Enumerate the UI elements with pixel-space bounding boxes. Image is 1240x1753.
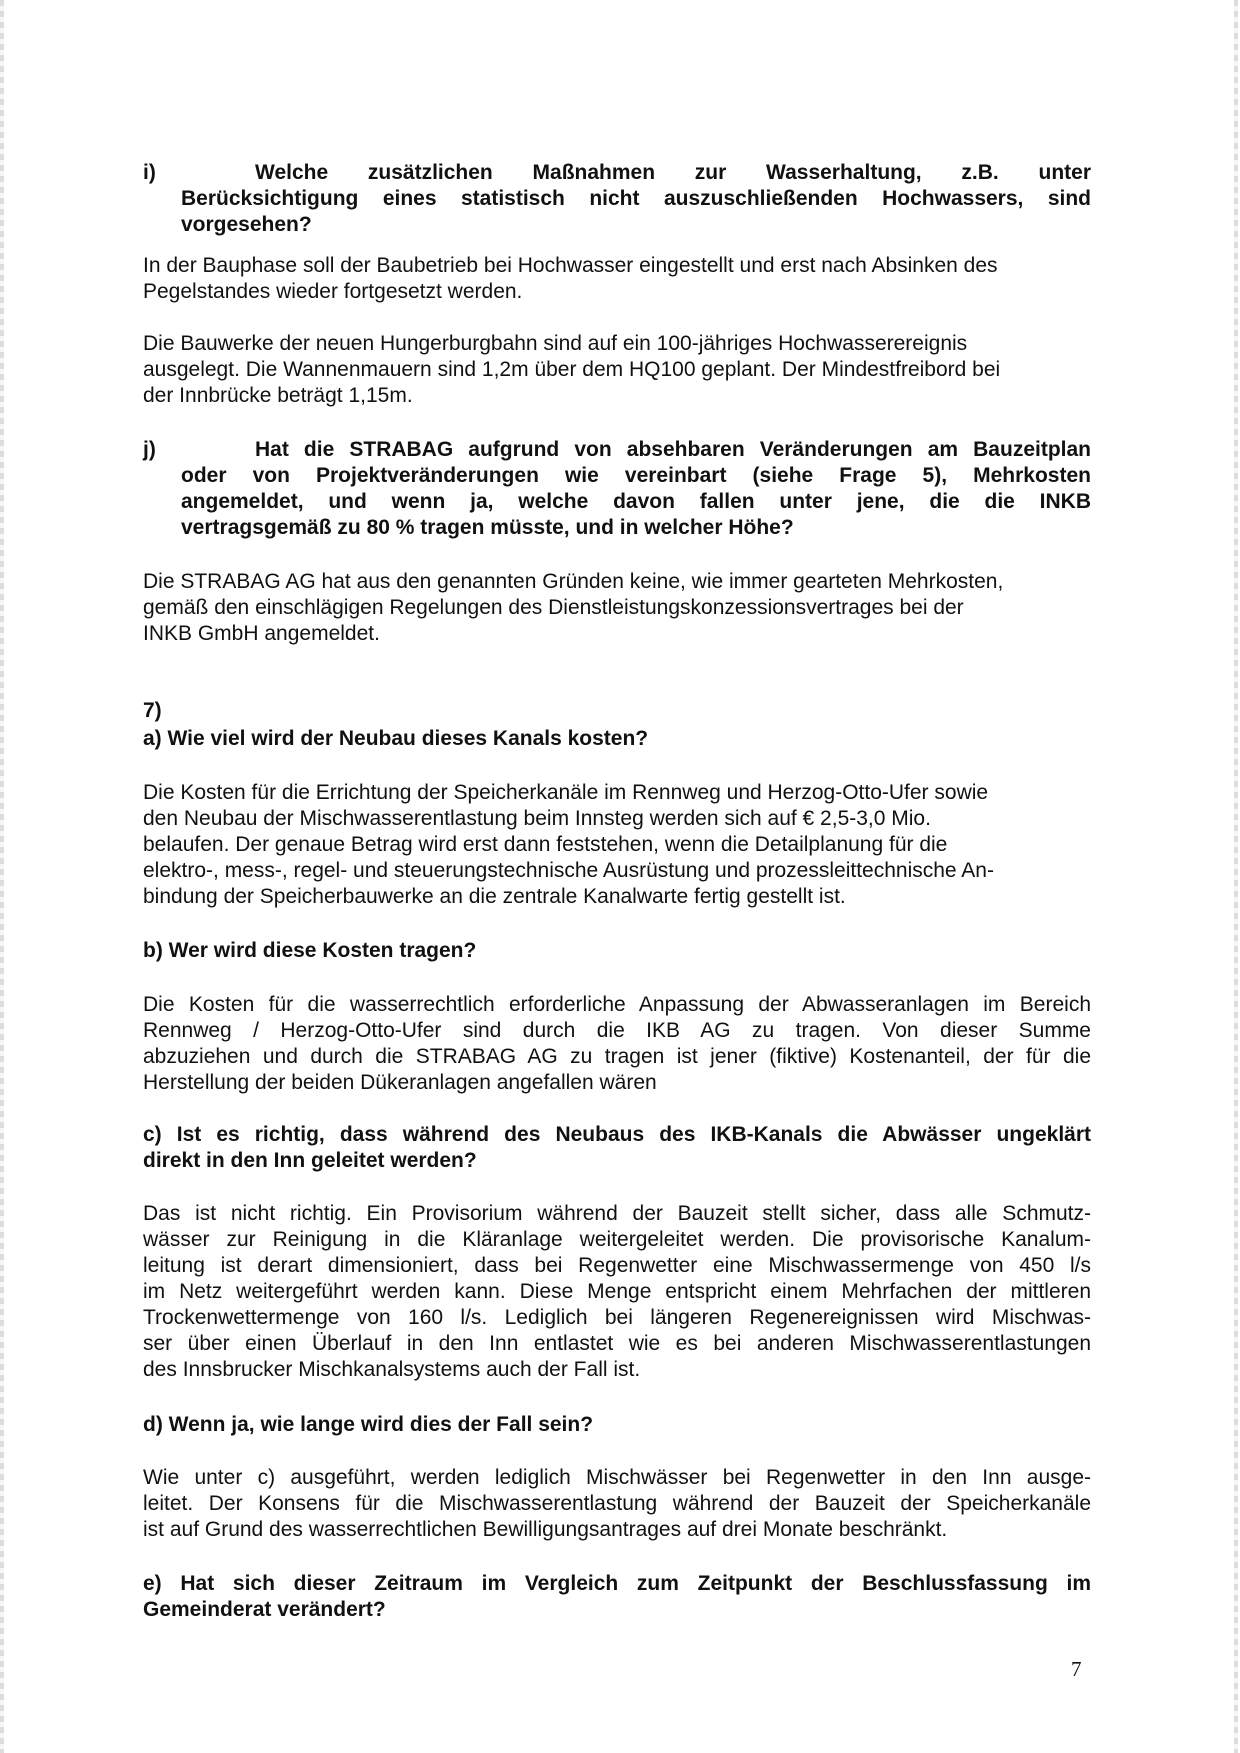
text-line: Das ist nicht richtig. Ein Provisorium während der Bauzeit stellt sicher, dass alle Schmutz- (143, 1202, 1091, 1225)
question-label: j) (143, 438, 156, 461)
text-line: 7) (143, 699, 162, 722)
text-line: b) Wer wird diese Kosten tragen? (143, 939, 477, 962)
text-line: a) Wie viel wird der Neubau dieses Kanals kosten? (143, 727, 649, 750)
text-line: Die STRABAG AG hat aus den genannten Gründen keine, wie immer gearteten Mehrkosten, (143, 570, 1004, 593)
text-line: abzuziehen und durch die STRABAG AG zu tragen ist jener (fiktive) Kostenanteil, der für die (143, 1045, 1091, 1068)
paragraph (143, 992, 1091, 1096)
text-line: vertragsgemäß zu 80 % tragen müsste, und in welcher Höhe? (181, 516, 794, 539)
text-line: Die Kosten für die wasserrechtlich erforderliche Anpassung der Abwasseranlagen im Bereich (143, 993, 1091, 1016)
paragraph (143, 331, 1091, 409)
paragraph (143, 253, 1091, 305)
question-heading (143, 938, 1091, 964)
text-line: angemeldet, und wenn ja, welche davon fallen unter jene, die die INKB (181, 490, 1091, 513)
question-heading (143, 1122, 1091, 1174)
text-line: Wie unter c) ausgeführt, werden lediglich Mischwässer bei Regenwetter in den Inn ausge- (143, 1466, 1091, 1489)
text-line: e) Hat sich dieser Zeitraum im Vergleich zum Zeitpunkt der Beschlussfassung im (143, 1572, 1091, 1595)
paragraph (143, 569, 1091, 647)
scan-edge-right (1234, 0, 1238, 1753)
text-line: Herstellung der beiden Dükeranlagen angefallen wären (143, 1071, 657, 1094)
text-line: c) Ist es richtig, dass während des Neubaus des IKB-Kanals die Abwässer ungeklärt (143, 1123, 1091, 1146)
text-line: In der Bauphase soll der Baubetrieb bei Hochwasser eingestellt und erst nach Absinken des (143, 254, 998, 277)
text-line: Gemeinderat verändert? (143, 1598, 386, 1621)
question-heading (143, 160, 1091, 238)
text-line: leitung ist derart dimensioniert, dass bei Regenwetter eine Mischwassermenge von 450 l/s (143, 1254, 1091, 1277)
text-line: wässer zur Reinigung in die Kläranlage weitergeleitet werden. Die provisorische Kanalum- (143, 1228, 1091, 1251)
text-line: ist auf Grund des wasserrechtlichen Bewilligungsantrages auf drei Monate beschränkt. (143, 1518, 948, 1541)
question-text: Welche zusätzlichen Maßnahmen zur Wasserhaltung, z.B. unter (255, 161, 1091, 184)
question-label: i) (143, 161, 156, 184)
text-line: ser über einen Überlauf in den Inn entlastet wie es bei anderen Mischwasserentlastungen (143, 1332, 1091, 1355)
paragraph (143, 780, 1091, 910)
text-line: Rennweg / Herzog-Otto-Ufer sind durch die IKB AG zu tragen. Von dieser Summe (143, 1019, 1091, 1042)
text-line: den Neubau der Mischwasserentlastung beim Innsteg werden sich auf € 2,5-3,0 Mio. (143, 807, 931, 830)
text-line: Berücksichtigung eines statistisch nicht auszuschließenden Hochwassers, sind (181, 187, 1091, 210)
question-heading (143, 1412, 1091, 1438)
question-text: Hat die STRABAG aufgrund von absehbaren Veränderungen am Bauzeitplan (255, 438, 1091, 461)
paragraph (143, 1465, 1091, 1543)
text-line: elektro-, mess-, regel- und steuerungstechnische Ausrüstung und prozessleittechnische An- (143, 859, 994, 882)
question-heading (143, 726, 1091, 752)
text-line: INKB GmbH angemeldet. (143, 622, 380, 645)
text-line: oder von Projektveränderungen wie vereinbart (siehe Frage 5), Mehrkosten (181, 464, 1091, 487)
text-line: Trockenwettermenge von 160 l/s. Lediglich bei längeren Regenereignissen wird Mischwas- (143, 1306, 1091, 1329)
question-heading (143, 437, 1091, 541)
text-line (143, 437, 1091, 463)
page-number: 7 (1071, 1657, 1082, 1681)
question-heading (143, 1571, 1091, 1623)
question-heading (143, 698, 1091, 724)
text-line: leitet. Der Konsens für die Mischwasserentlastung während der Bauzeit der Speicherkanäle (143, 1492, 1091, 1515)
scan-edge-left (0, 0, 4, 1753)
text-line: Die Kosten für die Errichtung der Speicherkanäle im Rennweg und Herzog-Otto-Ufer sowie (143, 781, 989, 804)
text-line: vorgesehen? (181, 213, 312, 236)
text-line: ausgelegt. Die Wannenmauern sind 1,2m über dem HQ100 geplant. Der Mindestfreibord bei (143, 358, 1001, 381)
text-line: des Innsbrucker Mischkanalsystems auch der Fall ist. (143, 1358, 641, 1381)
text-line: direkt in den Inn geleitet werden? (143, 1149, 477, 1172)
text-line: Die Bauwerke der neuen Hungerburgbahn sind auf ein 100-jähriges Hochwasserereignis (143, 332, 968, 355)
text-line: Pegelstandes wieder fortgesetzt werden. (143, 280, 523, 303)
text-line (143, 160, 1091, 186)
text-line: bindung der Speicherbauwerke an die zentrale Kanalwarte fertig gestellt ist. (143, 885, 846, 908)
text-line: gemäß den einschlägigen Regelungen des Dienstleistungskonzessionsvertrages bei der (143, 596, 964, 619)
text-line: der Innbrücke beträgt 1,15m. (143, 384, 413, 407)
text-line: im Netz weitergeführt werden kann. Diese Menge entspricht einem Mehrfachen der mittleren (143, 1280, 1091, 1303)
text-line: belaufen. Der genaue Betrag wird erst dann feststehen, wenn die Detailplanung für die (143, 833, 948, 856)
text-line: d) Wenn ja, wie lange wird dies der Fall sein? (143, 1413, 594, 1436)
paragraph (143, 1201, 1091, 1383)
